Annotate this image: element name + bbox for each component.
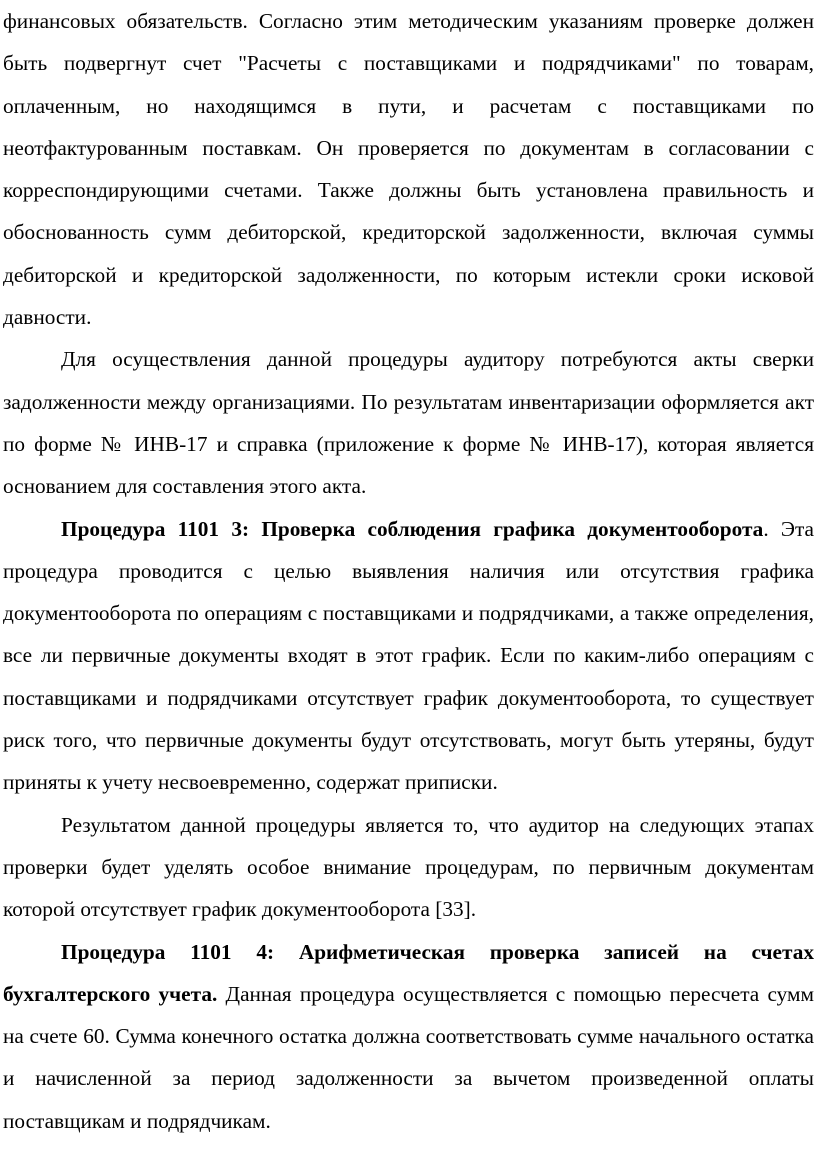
paragraph-text: . Эта процедура проводится с целью выявления наличия или отсутствия графика документооборота по операциям с поставщиками и подрядчиками, а также определения, все ли первичные документы входят в этот график. Если по каким-либо операциям с поставщиками и подрядчиками отсутствует график документооборота, то существует риск того, что первичные документы будут отсутствовать, могут быть утеряны, будут приняты к учету несвоевременно, содержат приписки.: [3, 516, 814, 795]
paragraph-text: Данная процедура осуществляется с помощью пересчета сумм на счете 60. Сумма конечного остатка должна соответствовать сумме начального остатка и начисленной за период задолженности за вычетом произведенной оплаты поставщикам и подрядчикам.: [3, 981, 815, 1133]
paragraph-text: финансовых обязательств. Согласно этим методическим указаниям проверке должен быть подвергнут счет "Расчеты с поставщиками и подрядчиками" по товарам, оплаченным, но находящимся в пути, и расчетам с поставщиками по неотфактурованным поставкам. Он проверяется по документам в согласовании с корреспондирующими счетами. Также должны быть установлена правильность и обоснованность сумм дебиторской, кредиторской задолженности, включая суммы дебиторской и кредиторской задолженности, по которым истекли сроки исковой давности.: [3, 9, 814, 330]
paragraph-reconciliation-acts: [3, 338, 814, 507]
paragraph-procedure-result: [3, 804, 814, 931]
paragraph-text: Результатом данной процедуры является то, что аудитор на следующих этапах проверки будет уделять особое внимание процедурам, по первичным документам которой отсутствует график документооборота [33].: [3, 812, 814, 922]
paragraph-financial-obligations: [3, 0, 814, 338]
procedure-3-heading: Процедура 1101 3: Проверка соблюдения графика документооборота: [61, 516, 764, 541]
paragraph-procedure-4: [3, 931, 814, 1142]
document-page: [3, 0, 814, 1142]
paragraph-procedure-3: [3, 508, 814, 804]
procedure-4-heading: Процедура 1101 4: Арифметическая проверка записей на счетах бухгалтерского учета.: [3, 939, 814, 1006]
paragraph-text: Для осуществления данной процедуры аудитору потребуются акты сверки задолженности между организациями. По результатам инвентаризации оформляется акт по форме № ИНВ-17 и справка (приложение к форме № ИНВ-17), которая является основанием для составления этого акта.: [3, 347, 814, 499]
